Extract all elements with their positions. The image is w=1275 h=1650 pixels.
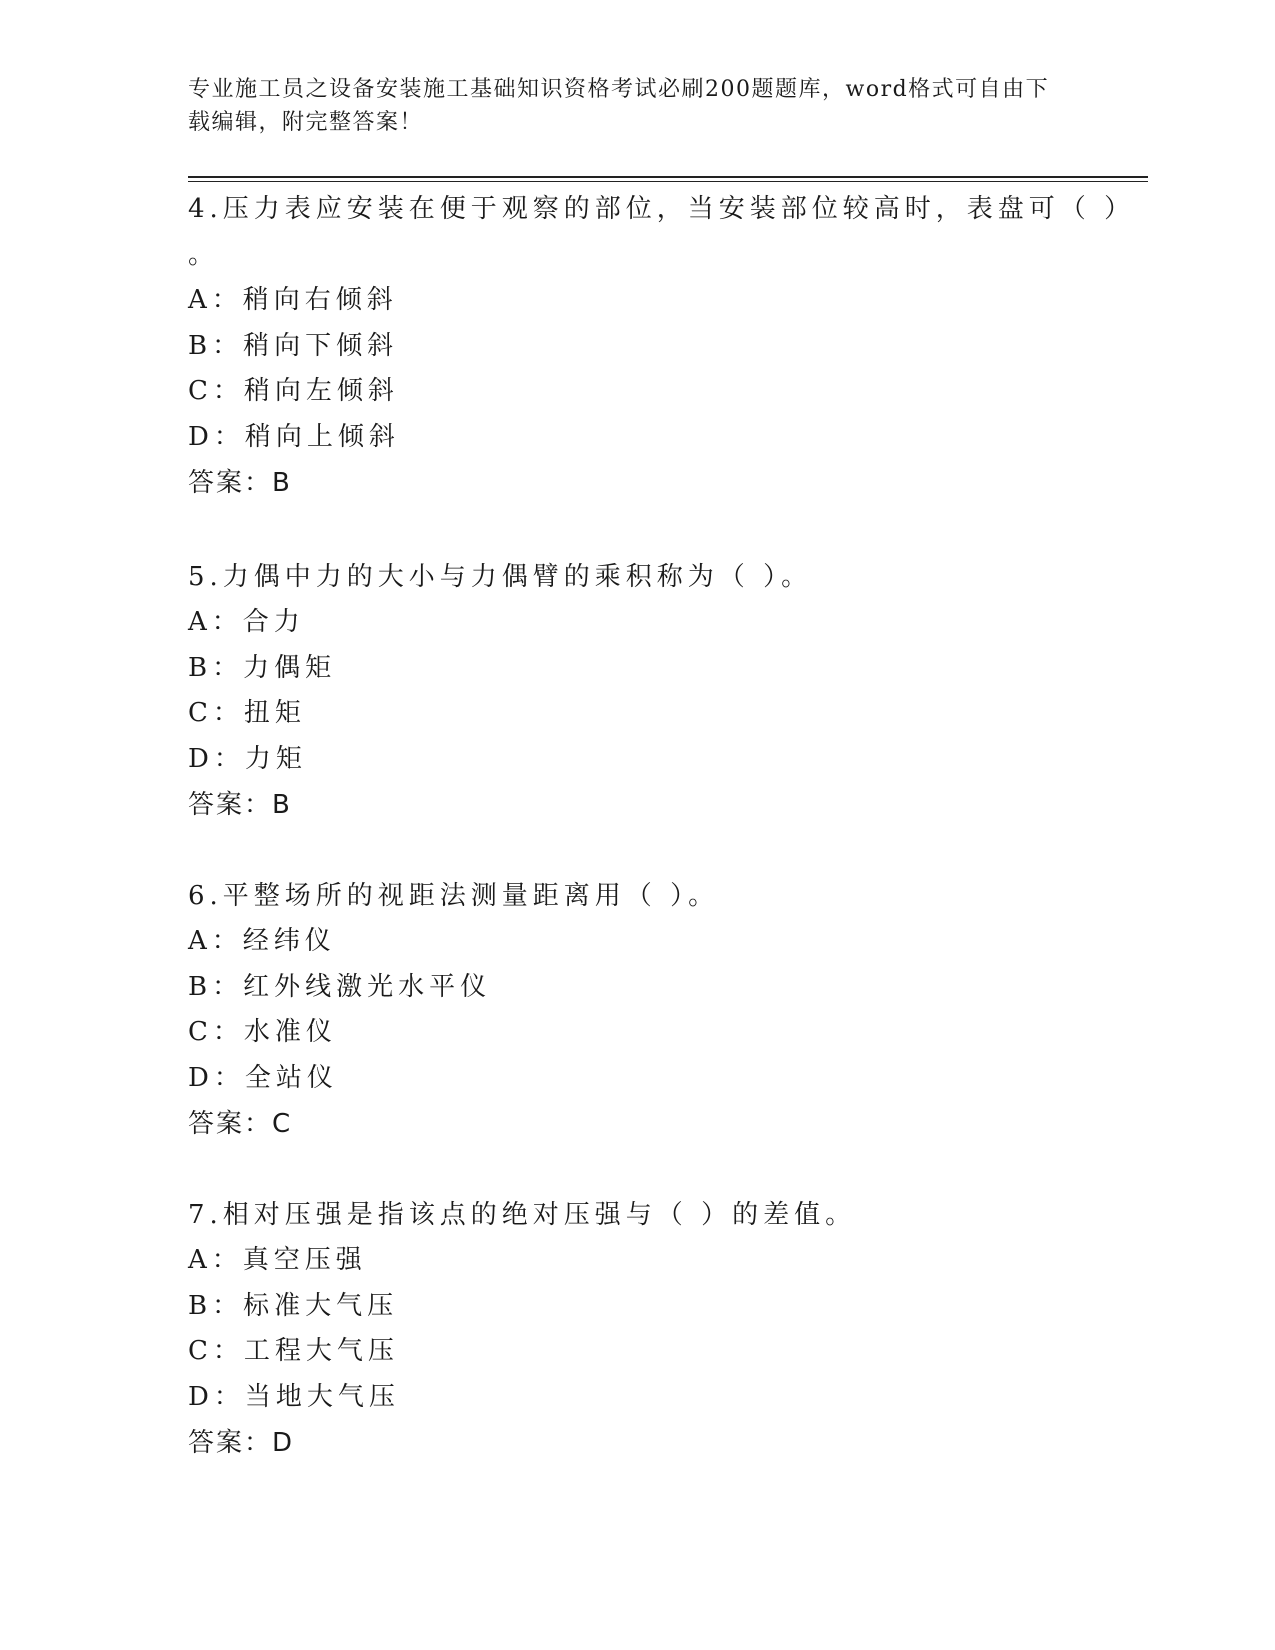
- question-6: [188, 873, 1088, 1147]
- option-d: D：力矩: [188, 743, 307, 774]
- option-d: D：稍向上倾斜: [188, 421, 400, 452]
- option-a: A：经纬仪: [188, 926, 336, 956]
- header-rule-thin: [188, 181, 1148, 182]
- option-c: C：水准仪: [188, 1017, 337, 1047]
- answer: 答案：D: [188, 1428, 295, 1458]
- question-5: [188, 554, 1088, 828]
- answer: 答案：B: [188, 468, 292, 498]
- option-b: B：力偶矩: [188, 652, 337, 683]
- option-c: C：扭矩: [188, 698, 306, 728]
- question-title: 4.压力表应安装在便于观察的部位，当安装部位较高时，表盘可（ ）: [188, 194, 1136, 224]
- question-7: [188, 1192, 1088, 1466]
- question-4: [188, 186, 1136, 506]
- option-d: D：当地大气压: [188, 1381, 400, 1412]
- document-header: 专业施工员之设备安装施工基础知识资格考试必刷200题题库，word格式可自由下载编辑，附完整答案！: [188, 77, 1050, 135]
- answer: 答案：C: [188, 1109, 293, 1139]
- option-b: B：标准大气压: [188, 1290, 399, 1321]
- header-rule-thick: [188, 176, 1148, 178]
- option-a: A：真空压强: [188, 1245, 367, 1275]
- option-a: A：合力: [188, 607, 305, 637]
- option-c: C：稍向左倾斜: [188, 376, 399, 406]
- option-d: D：全站仪: [188, 1062, 338, 1093]
- option-c: C：工程大气压: [188, 1336, 399, 1366]
- question-title: 5.力偶中力的大小与力偶臂的乘积称为（ ）。: [188, 562, 813, 592]
- answer: 答案：B: [188, 790, 292, 820]
- option-a: A：稍向右倾斜: [188, 285, 398, 315]
- question-title: 7.相对压强是指该点的绝对压强与（ ）的差值。: [188, 1200, 857, 1230]
- question-title-continuation: 。: [188, 240, 220, 270]
- option-b: B：红外线激光水平仪: [188, 971, 492, 1002]
- option-b: B：稍向下倾斜: [188, 330, 399, 361]
- question-title: 6.平整场所的视距法测量距离用（ ）。: [188, 881, 720, 911]
